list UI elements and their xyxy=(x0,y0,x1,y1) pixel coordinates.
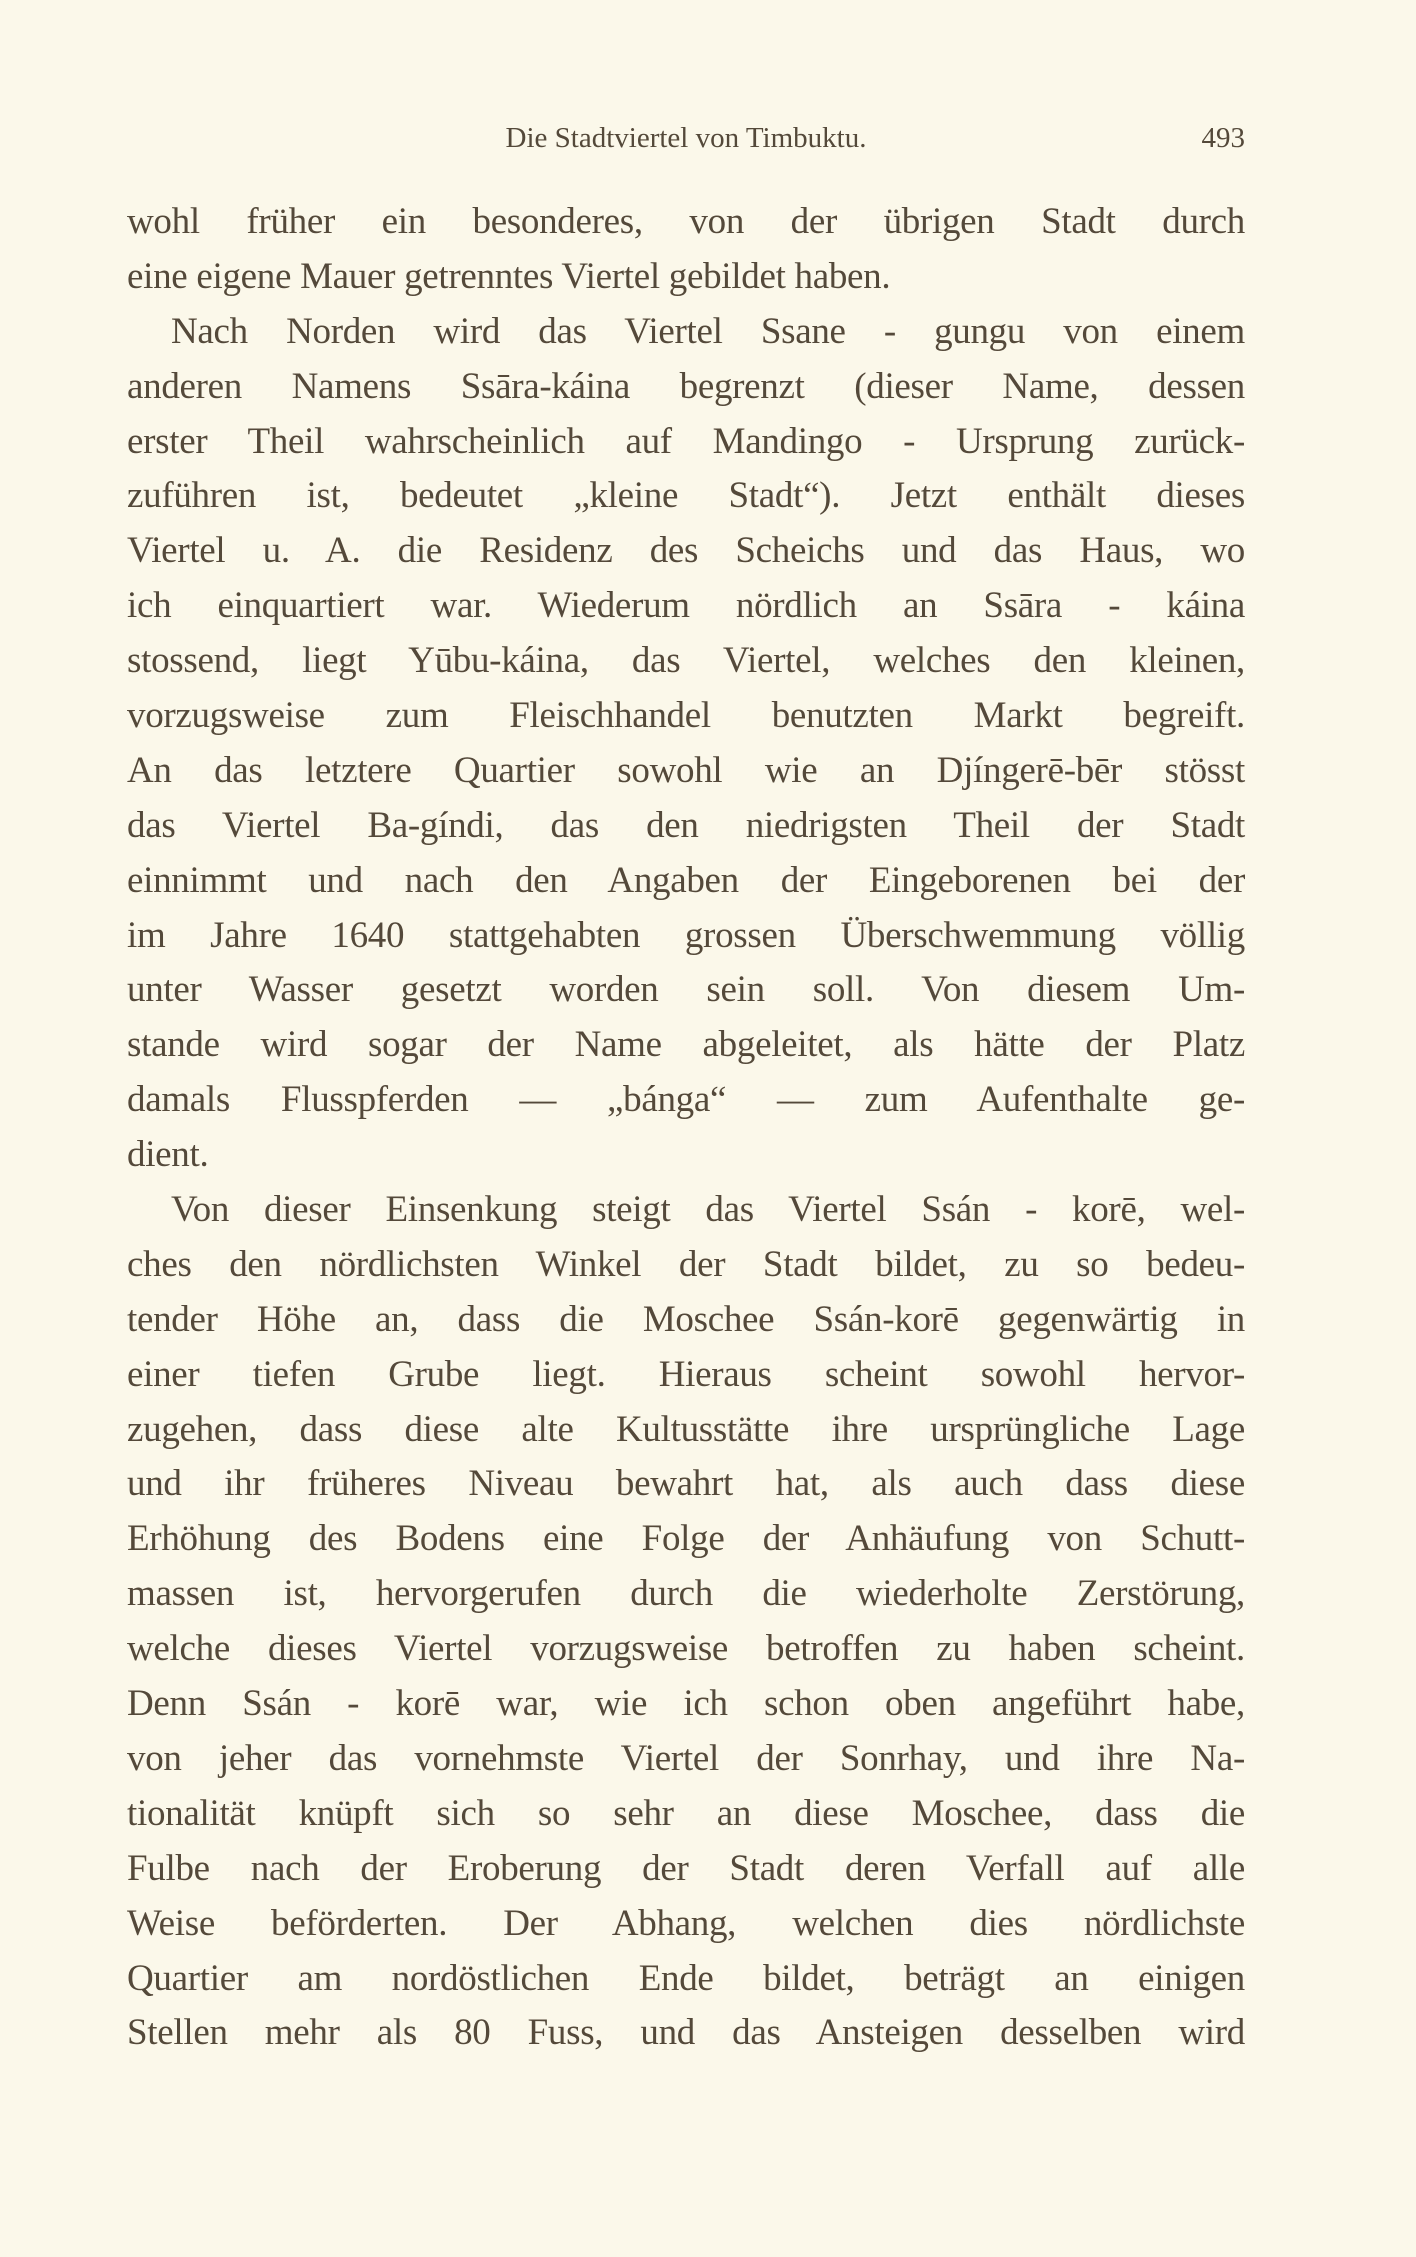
text-line: unter Wasser gesetzt worden sein soll. Von diesem Um- xyxy=(127,969,1245,1011)
text-line: Fulbe nach der Eroberung der Stadt deren Verfall auf alle xyxy=(127,1847,1245,1889)
text-line: stande wird sogar der Name abgeleitet, als hätte der Platz xyxy=(127,1024,1245,1066)
text-line: massen ist, hervorgerufen durch die wiederholte Zerstörung, xyxy=(127,1573,1245,1615)
text-line: welche dieses Viertel vorzugsweise betroffen zu haben scheint. xyxy=(127,1628,1245,1670)
text-line: Stellen mehr als 80 Fuss, und das Ansteigen desselben wird xyxy=(127,2012,1245,2054)
text-line: im Jahre 1640 stattgehabten grossen Überschwemmung völlig xyxy=(127,914,1245,956)
text-line: erster Theil wahrscheinlich auf Mandingo - Ursprung zurück- xyxy=(127,420,1245,462)
text-line: eine eigene Mauer getrenntes Viertel gebildet haben. xyxy=(127,255,891,297)
text-line: von jeher das vornehmste Viertel der Sonrhay, und ihre Na- xyxy=(127,1737,1245,1779)
text-line: vorzugsweise zum Fleischhandel benutzten Markt begreift. xyxy=(127,695,1245,737)
text-line: damals Flusspferden — „bánga“ — zum Aufenthalte ge- xyxy=(127,1079,1245,1121)
text-line: Erhöhung des Bodens eine Folge der Anhäufung von Schutt- xyxy=(127,1518,1245,1560)
text-line: tender Höhe an, dass die Moschee Ssán-korē gegenwärtig in xyxy=(127,1298,1245,1340)
text-line: Weise beförderten. Der Abhang, welchen dies nördlichste xyxy=(127,1902,1245,1944)
text-line: Denn Ssán - korē war, wie ich schon oben angeführt habe, xyxy=(127,1683,1245,1725)
text-line: Nach Norden wird das Viertel Ssane - gungu von einem xyxy=(171,310,1245,352)
text-line: dient. xyxy=(127,1134,209,1176)
text-line: wohl früher ein besonderes, von der übrigen Stadt durch xyxy=(127,201,1245,242)
text-line: stossend, liegt Yūbu-káina, das Viertel, welches den kleinen, xyxy=(127,640,1245,682)
running-header xyxy=(127,122,1245,162)
text-line: An das letztere Quartier sowohl wie an Djíngerē-bēr stösst xyxy=(127,749,1245,791)
text-line: tionalität knüpft sich so sehr an diese Moschee, dass die xyxy=(127,1792,1245,1834)
text-line: anderen Namens Ssāra-káina begrenzt (dieser Name, dessen xyxy=(127,365,1245,407)
running-title: Die Stadtviertel von Timbuktu. xyxy=(505,122,867,154)
text-line: einnimmt und nach den Angaben der Eingeborenen bei der xyxy=(127,859,1245,901)
text-line: zugehen, dass diese alte Kultusstätte ihre ursprüngliche Lage xyxy=(127,1408,1245,1450)
text-line: und ihr früheres Niveau bewahrt hat, als auch dass diese xyxy=(127,1463,1245,1505)
page-number: 493 xyxy=(1201,122,1245,154)
text-line: einer tiefen Grube liegt. Hieraus scheint sowohl hervor- xyxy=(127,1353,1245,1395)
text-line: das Viertel Ba-gíndi, das den niedrigsten Theil der Stadt xyxy=(127,804,1245,846)
body-text xyxy=(127,195,1245,2061)
text-line: ich einquartiert war. Wiederum nördlich an Ssāra - káina xyxy=(127,585,1245,627)
text-line: ches den nördlichsten Winkel der Stadt bildet, zu so bedeu- xyxy=(127,1243,1245,1285)
text-line: Von dieser Einsenkung steigt das Viertel Ssán - korē, wel- xyxy=(171,1189,1245,1231)
text-line: zuführen ist, bedeutet „kleine Stadt“). Jetzt enthält dieses xyxy=(127,475,1245,517)
text-line: Quartier am nordöstlichen Ende bildet, beträgt an einigen xyxy=(127,1957,1245,1999)
text-line: Viertel u. A. die Residenz des Scheichs und das Haus, wo xyxy=(127,530,1245,572)
